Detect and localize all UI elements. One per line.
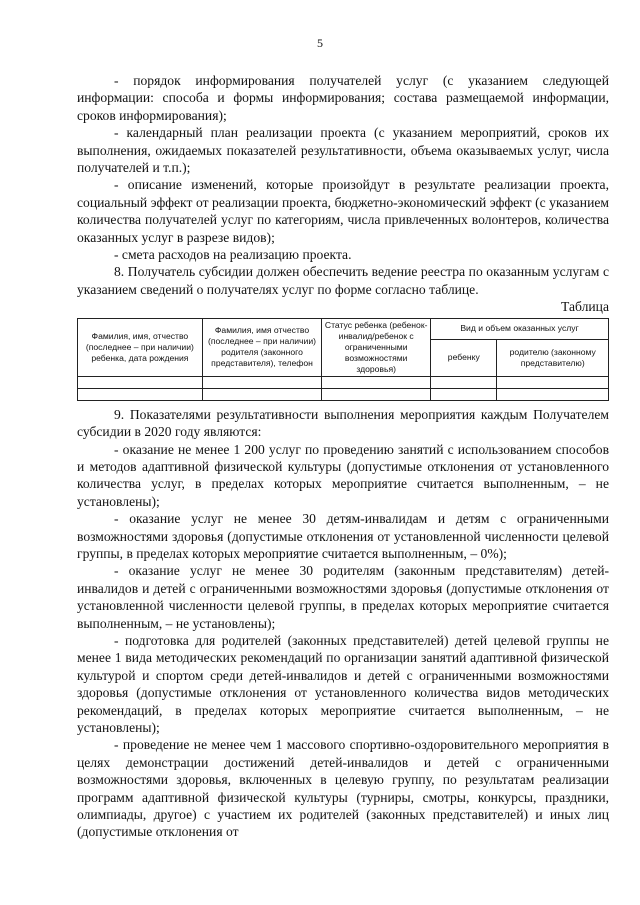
table-cell (497, 388, 609, 400)
registry-table (77, 318, 609, 401)
paragraph: - оказание услуг не менее 30 детям-инвалидам и детям с ограниченными возможностями здоровья (допустимые отклонения от установленной численности целевой группы, в пределах которых мероприятие считается выполненным, – 0%); (77, 511, 609, 561)
paragraph: - порядок информирования получателей услуг (с указанием следующей информации: способа и формы информирования; состава размещаемой информации, сроков информирования); (77, 73, 609, 123)
table-cell (202, 388, 321, 400)
paragraph: - оказание не менее 1 200 услуг по проведению занятий с использованием способов и методов адаптивной физической культуры (допустимые отклонения от установленного количества услуг, в пределах которых мероприятие считается выполненным, – не установлены); (77, 441, 609, 509)
paragraph: - календарный план реализации проекта (с указанием мероприятий, сроков их выполнения, ожидаемых показателей результативности, объема оказываемых услуг, числа получателей и т.п.); (77, 125, 609, 176)
header-child-status: Статус ребенка (ребенок-инвалид/ребенок с ограниченными возможностями здоровья) (322, 318, 431, 376)
paragraph: - описание изменений, которые произойдут в результате реализации проекта, социальный эффект от реализации проекта, бюджетно-экономический эффект (с указанием количества получателей услуг по категориям, числа привлеченных волонтеров, количества оказанных услуг в разрезе видов); (77, 177, 609, 245)
table-cell (431, 376, 497, 388)
page-number: 5 (317, 36, 323, 50)
subheader-to-child: ребенку (431, 339, 497, 376)
table-cell (431, 388, 497, 400)
table-row (78, 388, 609, 400)
table-caption: Таблица (561, 299, 609, 315)
table-cell (202, 376, 321, 388)
header-services: Вид и объем оказанных услуг (431, 318, 609, 339)
table-cell (497, 376, 609, 388)
subheader-to-parent: родителю (законному представителю) (497, 339, 609, 376)
table-cell (78, 388, 203, 400)
document-body (77, 72, 609, 841)
paragraph: - проведение не менее чем 1 массового спортивно-оздоровительного мероприятия в целях демонстрации достижений детей-инвалидов и детей с ограниченными возможностями здоровья, включенных в целевую группу, по результатам реализации программ адаптивной физической культуры (турниры, смотры, конкурсы, праздники, олимпиады, другое) с участием их родителей (законных представителей) и иных лиц (допустимые отклонения от (77, 737, 609, 840)
paragraph: - оказание услуг не менее 30 родителям (законным представителям) детей-инвалидов и детей с ограниченными возможностями здоровья (допустимые отклонения от установленной численности целевой группы, в пределах которых мероприятие считается выполненным, – не установлены); (77, 563, 609, 631)
table-cell (322, 376, 431, 388)
table-row (78, 376, 609, 388)
paragraph: 9. Показателями результативности выполнения мероприятия каждым Получателем субсидии в 2020 году являются: (77, 406, 609, 440)
table-header-row (78, 318, 609, 339)
paragraph: - подготовка для родителей (законных представителей) детей целевой группы не менее 1 вида методических рекомендаций по организации занятий адаптивной физической культурой и спортом среди детей-инвалидов и детей с ограниченными возможностями здоровья (допустимые отклонения от установленного количества видов методических рекомендаций, в пределах которых мероприятие считается выполненным, – не установлены); (77, 632, 609, 735)
table-cell (322, 388, 431, 400)
header-child-name: Фамилия, имя, отчество (последнее – при наличии) ребенка, дата рождения (78, 318, 203, 376)
header-parent-name: Фамилия, имя отчество (последнее – при наличии) родителя (законного представителя), телефон (202, 318, 321, 376)
table-cell (78, 376, 203, 388)
paragraph: 8. Получатель субсидии должен обеспечить ведение реестра по оказанным услугам с указанием сведений о получателях услуг по форме согласно таблице. (77, 264, 609, 297)
paragraph: - смета расходов на реализацию проекта. (114, 247, 352, 263)
